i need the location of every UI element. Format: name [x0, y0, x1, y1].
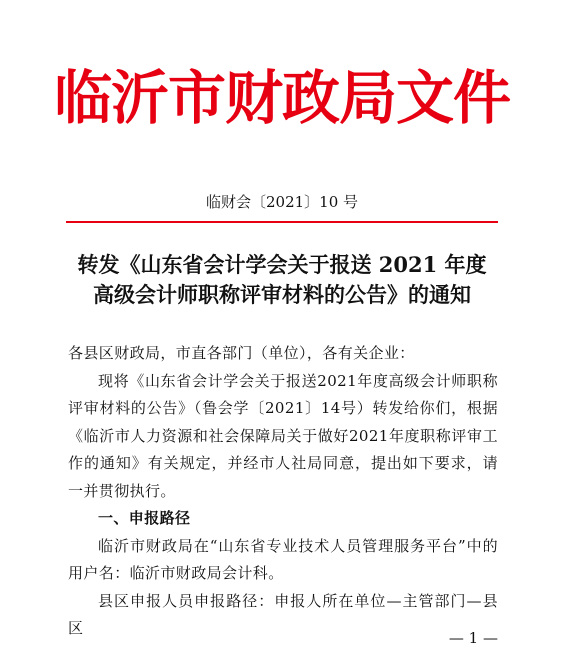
paragraph-2: 临沂市财政局在“山东省专业技术人员管理服务平台”中的用户名：临沂市财政局会计科。 [68, 536, 498, 582]
title-line-2: 高级会计师职称评审材料的公告》的通知 [93, 282, 471, 307]
title-line-1: 转发《山东省会计学会关于报送 2021 年度 [77, 252, 487, 277]
document-body [68, 340, 498, 643]
red-divider-line [66, 221, 498, 223]
page-number: — 1 — [448, 629, 498, 647]
document-masthead: 临沂市财政局文件 [53, 64, 510, 132]
section-heading-1: 一、申报路径 [98, 509, 191, 527]
paragraph-3: 县区申报人员申报路径：申报人所在单位—主管部门—县区 [68, 591, 498, 637]
salutation: 各县区财政局，市直各部门（单位），各有关企业： [68, 344, 415, 362]
document-number: 临财会〔2021〕10 号 [205, 193, 359, 211]
paragraph-1: 现将《山东省会计学会关于报送2021年度高级会计师职称评审材料的公告》（鲁会学〔2021〕14号）转发给你们，根据《临沂市人力资源和社会保障局关于做好2021年度职称评审工作的通知》有关规定，并经市人社局同意，提出如下要求，请一并贯彻执行。 [68, 371, 498, 500]
notice-title [40, 250, 524, 310]
